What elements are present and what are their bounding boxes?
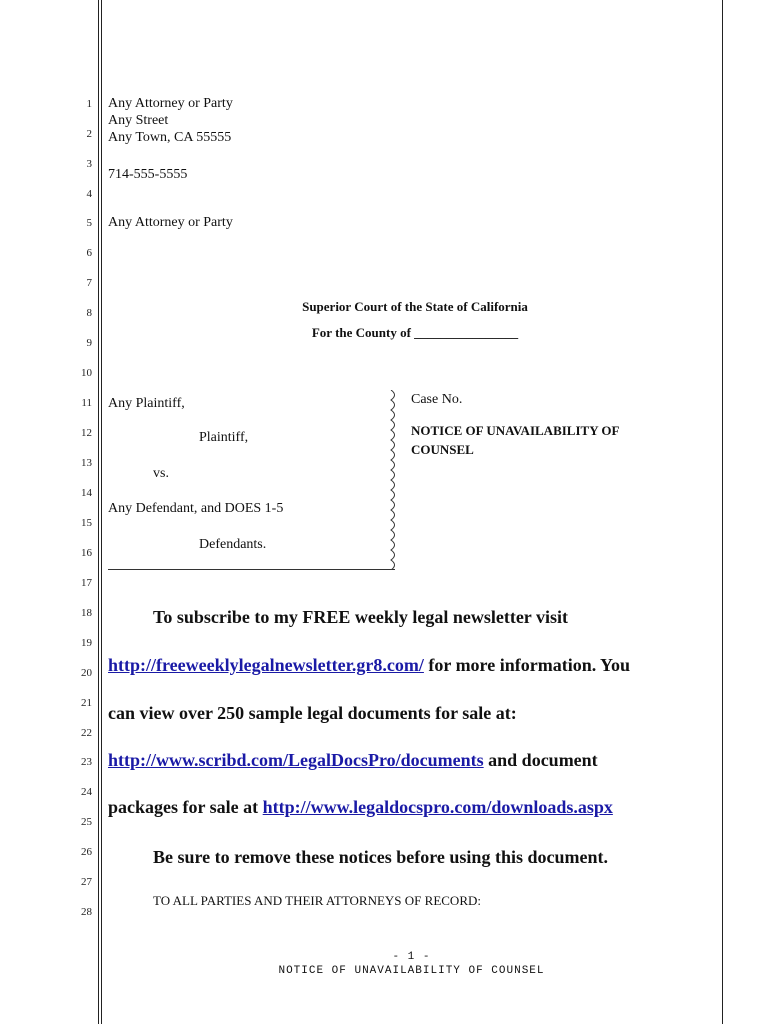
line-number: 9 [86, 337, 92, 349]
line-number: 21 [81, 697, 92, 709]
line-number: 11 [81, 397, 92, 409]
notice-line-4-text: and document [483, 750, 598, 770]
left-margin-rule-inner [101, 0, 102, 1024]
defendant-role: Defendants. [199, 537, 267, 552]
defendant-name: Any Defendant, and DOES 1-5 [108, 501, 284, 516]
attorney-for: Any Attorney or Party [108, 215, 233, 230]
remove-notice: Be sure to remove these notices before using this document. [153, 847, 608, 867]
line-number: 20 [81, 667, 92, 679]
caption-divider [388, 390, 402, 570]
line-number: 13 [81, 457, 92, 469]
right-margin-rule [722, 0, 723, 1024]
downloads-link[interactable]: http://www.legaldocspro.com/downloads.aspx [262, 797, 613, 817]
line-number: 6 [86, 247, 92, 259]
plaintiff-name: Any Plaintiff, [108, 396, 185, 411]
caption-bottom-rule [108, 569, 395, 570]
court-county: For the County of ________________ [311, 325, 519, 340]
versus: vs. [153, 466, 169, 481]
line-number: 1 [86, 98, 92, 110]
line-number: 12 [81, 427, 92, 439]
court-name: Superior Court of the State of California [302, 299, 528, 314]
document-title-line1: NOTICE OF UNAVAILABILITY OF [411, 423, 620, 438]
notice-line-2-text: for more information. You [423, 655, 631, 675]
notice-line-3: can view over 250 sample legal documents for sale at: [108, 703, 517, 723]
notice-line-1: To subscribe to my FREE weekly legal newsletter visit [153, 607, 568, 627]
plaintiff-role: Plaintiff, [199, 430, 249, 445]
notice-line-5 [108, 796, 613, 818]
case-number-label: Case No. [411, 392, 463, 407]
line-number: 23 [81, 756, 92, 768]
line-number: 19 [81, 637, 92, 649]
left-margin-rule-outer [98, 0, 99, 1024]
attorney-name: Any Attorney or Party [108, 96, 233, 111]
line-number: 3 [86, 158, 92, 170]
line-number: 27 [81, 876, 92, 888]
line-number: 25 [81, 816, 92, 828]
line-number: 18 [81, 607, 92, 619]
document-title-line2: COUNSEL [411, 442, 474, 457]
notice-line-5-text: packages for sale at [108, 797, 263, 817]
line-number: 4 [86, 188, 92, 200]
line-number: 26 [81, 846, 92, 858]
notice-line-2 [108, 654, 630, 676]
attorney-phone: 714-555-5555 [108, 167, 188, 182]
line-number: 14 [81, 487, 92, 499]
salutation: TO ALL PARTIES AND THEIR ATTORNEYS OF RECORD: [153, 893, 481, 908]
notice-line-4 [108, 749, 598, 771]
line-number: 22 [81, 727, 92, 739]
attorney-street: Any Street [108, 113, 169, 128]
line-number: 8 [86, 307, 92, 319]
footer-title: NOTICE OF UNAVAILABILITY OF COUNSEL [278, 965, 545, 977]
line-number: 7 [86, 277, 92, 289]
newsletter-link[interactable]: http://freeweeklylegalnewsletter.gr8.com/ [108, 655, 424, 675]
line-number: 15 [81, 517, 92, 529]
line-number: 16 [81, 547, 92, 559]
line-number: 24 [81, 786, 92, 798]
attorney-city: Any Town, CA 55555 [108, 130, 232, 145]
line-number: 28 [81, 906, 92, 918]
line-number: 10 [81, 367, 92, 379]
footer-page-number: - 1 - [392, 951, 431, 963]
scribd-link[interactable]: http://www.scribd.com/LegalDocsPro/documents [108, 750, 484, 770]
line-number: 17 [81, 577, 92, 589]
line-number: 5 [86, 217, 92, 229]
line-number: 2 [86, 128, 92, 140]
